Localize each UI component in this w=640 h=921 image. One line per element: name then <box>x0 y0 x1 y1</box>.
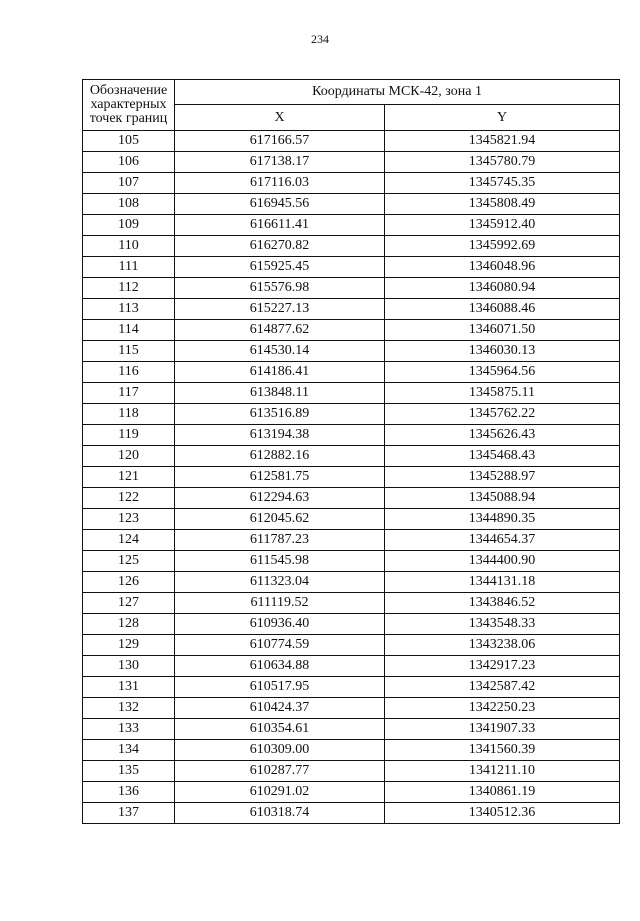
x-coordinate-cell: 616945.56 <box>175 194 385 215</box>
y-coordinate-cell: 1345992.69 <box>385 236 620 257</box>
x-coordinate-cell: 610634.88 <box>175 656 385 677</box>
point-number-cell: 117 <box>83 383 175 404</box>
x-coordinate-cell: 611323.04 <box>175 572 385 593</box>
table-row <box>83 698 620 719</box>
y-coordinate-cell: 1345626.43 <box>385 425 620 446</box>
point-number-cell: 137 <box>83 803 175 824</box>
point-number-cell: 132 <box>83 698 175 719</box>
y-coordinate-cell: 1345964.56 <box>385 362 620 383</box>
table-row <box>83 614 620 635</box>
point-number-cell: 105 <box>83 131 175 152</box>
table-row <box>83 740 620 761</box>
point-number-cell: 107 <box>83 173 175 194</box>
y-coordinate-cell: 1346088.46 <box>385 299 620 320</box>
y-coordinate-cell: 1343548.33 <box>385 614 620 635</box>
table-header-row <box>83 80 620 105</box>
table-row <box>83 257 620 278</box>
point-number-cell: 122 <box>83 488 175 509</box>
x-coordinate-cell: 611787.23 <box>175 530 385 551</box>
table-row <box>83 131 620 152</box>
y-coordinate-cell: 1344400.90 <box>385 551 620 572</box>
point-number-cell: 112 <box>83 278 175 299</box>
y-coordinate-cell: 1344654.37 <box>385 530 620 551</box>
point-number-cell: 108 <box>83 194 175 215</box>
x-coordinate-cell: 612581.75 <box>175 467 385 488</box>
x-coordinate-cell: 615227.13 <box>175 299 385 320</box>
y-coordinate-cell: 1344890.35 <box>385 509 620 530</box>
point-number-cell: 136 <box>83 782 175 803</box>
y-coordinate-cell: 1342250.23 <box>385 698 620 719</box>
y-coordinate-cell: 1342917.23 <box>385 656 620 677</box>
y-coordinate-cell: 1341907.33 <box>385 719 620 740</box>
x-coordinate-cell: 617116.03 <box>175 173 385 194</box>
x-coordinate-cell: 610517.95 <box>175 677 385 698</box>
x-coordinate-cell: 615925.45 <box>175 257 385 278</box>
table-row <box>83 761 620 782</box>
point-number-cell: 133 <box>83 719 175 740</box>
y-coordinate-cell: 1345468.43 <box>385 446 620 467</box>
x-coordinate-cell: 610774.59 <box>175 635 385 656</box>
x-coordinate-cell: 610354.61 <box>175 719 385 740</box>
y-coordinate-cell: 1344131.18 <box>385 572 620 593</box>
table-row <box>83 530 620 551</box>
table-row <box>83 194 620 215</box>
table-body <box>83 131 620 824</box>
table-row <box>83 509 620 530</box>
y-coordinate-cell: 1346048.96 <box>385 257 620 278</box>
x-coordinate-cell: 614186.41 <box>175 362 385 383</box>
table-row <box>83 551 620 572</box>
table-row <box>83 215 620 236</box>
x-coordinate-cell: 616611.41 <box>175 215 385 236</box>
table-row <box>83 341 620 362</box>
x-coordinate-cell: 612045.62 <box>175 509 385 530</box>
point-number-cell: 130 <box>83 656 175 677</box>
point-number-cell: 135 <box>83 761 175 782</box>
x-coordinate-cell: 617138.17 <box>175 152 385 173</box>
x-coordinate-cell: 610936.40 <box>175 614 385 635</box>
x-coordinate-cell: 610424.37 <box>175 698 385 719</box>
point-number-cell: 106 <box>83 152 175 173</box>
x-coordinate-cell: 613848.11 <box>175 383 385 404</box>
point-number-cell: 119 <box>83 425 175 446</box>
table-row <box>83 635 620 656</box>
table-row <box>83 656 620 677</box>
x-coordinate-cell: 613516.89 <box>175 404 385 425</box>
x-coordinate-cell: 610309.00 <box>175 740 385 761</box>
point-number-cell: 134 <box>83 740 175 761</box>
point-number-cell: 114 <box>83 320 175 341</box>
table-row <box>83 446 620 467</box>
y-coordinate-cell: 1345088.94 <box>385 488 620 509</box>
coordinates-table <box>82 79 620 824</box>
x-coordinate-cell: 614877.62 <box>175 320 385 341</box>
x-coordinate-cell: 610318.74 <box>175 803 385 824</box>
y-coordinate-cell: 1341211.10 <box>385 761 620 782</box>
table-row <box>83 782 620 803</box>
point-number-cell: 113 <box>83 299 175 320</box>
y-coordinate-cell: 1345762.22 <box>385 404 620 425</box>
table-row <box>83 467 620 488</box>
x-coordinate-cell: 612882.16 <box>175 446 385 467</box>
y-coordinate-cell: 1343238.06 <box>385 635 620 656</box>
point-number-cell: 129 <box>83 635 175 656</box>
point-number-cell: 120 <box>83 446 175 467</box>
x-coordinate-cell: 610287.77 <box>175 761 385 782</box>
x-coordinate-cell: 611119.52 <box>175 593 385 614</box>
point-number-cell: 123 <box>83 509 175 530</box>
point-designation-header: Обозначение характерных точек границ <box>83 80 175 131</box>
table-row <box>83 278 620 299</box>
table-row <box>83 320 620 341</box>
point-number-cell: 125 <box>83 551 175 572</box>
point-number-cell: 110 <box>83 236 175 257</box>
y-coordinate-cell: 1346080.94 <box>385 278 620 299</box>
point-number-cell: 127 <box>83 593 175 614</box>
x-coordinate-cell: 617166.57 <box>175 131 385 152</box>
table-row <box>83 383 620 404</box>
x-coordinate-cell: 613194.38 <box>175 425 385 446</box>
table-row <box>83 425 620 446</box>
point-number-cell: 118 <box>83 404 175 425</box>
x-coordinate-cell: 610291.02 <box>175 782 385 803</box>
point-number-cell: 111 <box>83 257 175 278</box>
x-axis-header: X <box>175 105 385 131</box>
point-number-cell: 116 <box>83 362 175 383</box>
point-number-cell: 109 <box>83 215 175 236</box>
point-number-cell: 126 <box>83 572 175 593</box>
y-axis-header: Y <box>385 105 620 131</box>
point-number-cell: 128 <box>83 614 175 635</box>
table-row <box>83 299 620 320</box>
x-coordinate-cell: 612294.63 <box>175 488 385 509</box>
table-row <box>83 593 620 614</box>
coordinate-system-header: Координаты МСК-42, зона 1 <box>175 80 620 105</box>
y-coordinate-cell: 1342587.42 <box>385 677 620 698</box>
table-row <box>83 677 620 698</box>
y-coordinate-cell: 1345808.49 <box>385 194 620 215</box>
x-coordinate-cell: 611545.98 <box>175 551 385 572</box>
y-coordinate-cell: 1345745.35 <box>385 173 620 194</box>
y-coordinate-cell: 1345288.97 <box>385 467 620 488</box>
table-row <box>83 236 620 257</box>
y-coordinate-cell: 1343846.52 <box>385 593 620 614</box>
point-number-cell: 124 <box>83 530 175 551</box>
table-row <box>83 803 620 824</box>
x-coordinate-cell: 616270.82 <box>175 236 385 257</box>
x-coordinate-cell: 614530.14 <box>175 341 385 362</box>
point-number-cell: 121 <box>83 467 175 488</box>
y-coordinate-cell: 1345821.94 <box>385 131 620 152</box>
table-row <box>83 362 620 383</box>
table-row <box>83 173 620 194</box>
y-coordinate-cell: 1345780.79 <box>385 152 620 173</box>
x-coordinate-cell: 615576.98 <box>175 278 385 299</box>
y-coordinate-cell: 1346030.13 <box>385 341 620 362</box>
y-coordinate-cell: 1341560.39 <box>385 740 620 761</box>
y-coordinate-cell: 1345875.11 <box>385 383 620 404</box>
page-number: 234 <box>311 32 329 46</box>
y-coordinate-cell: 1346071.50 <box>385 320 620 341</box>
point-number-cell: 131 <box>83 677 175 698</box>
table-row <box>83 572 620 593</box>
y-coordinate-cell: 1340512.36 <box>385 803 620 824</box>
y-coordinate-cell: 1345912.40 <box>385 215 620 236</box>
y-coordinate-cell: 1340861.19 <box>385 782 620 803</box>
table-row <box>83 488 620 509</box>
table-row <box>83 152 620 173</box>
table-row <box>83 719 620 740</box>
table-row <box>83 404 620 425</box>
point-number-cell: 115 <box>83 341 175 362</box>
